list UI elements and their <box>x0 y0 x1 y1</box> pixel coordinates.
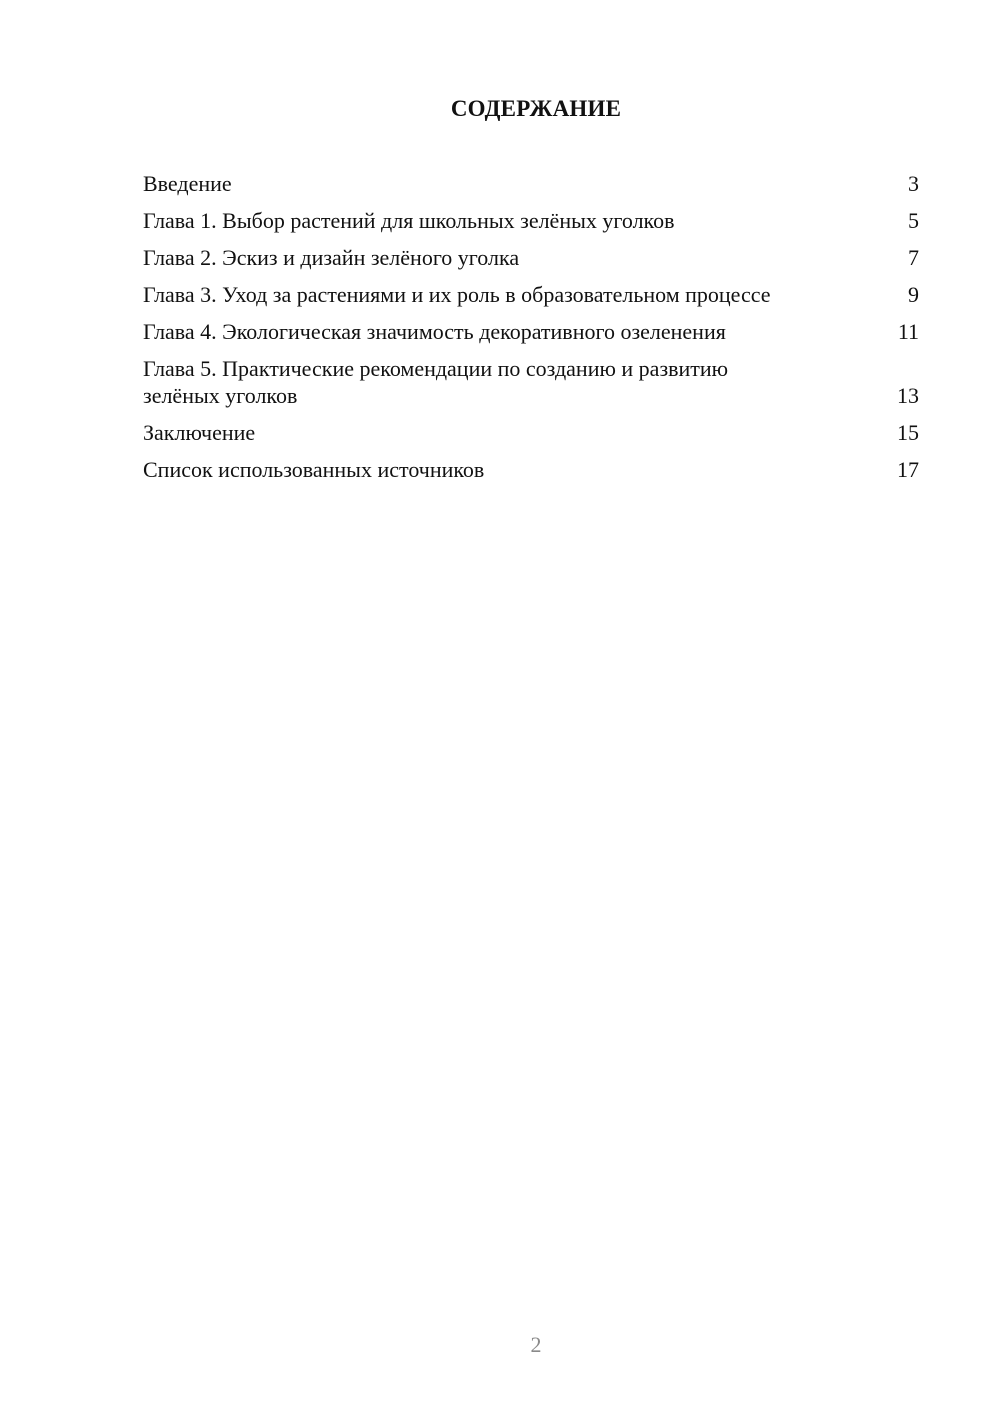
toc-entry-page-number: 17 <box>897 457 919 482</box>
toc-entry-page-number: 3 <box>908 171 919 196</box>
toc-entry-label: Список использованных источников <box>143 457 485 482</box>
toc-entry-label: Введение <box>143 171 232 196</box>
toc-entry-chapter-5 <box>143 355 919 409</box>
toc-entry-chapter-2 <box>143 244 919 271</box>
toc-entry-label: Глава 4. Экологическая значимость декоративного озеленения <box>143 319 726 344</box>
page-number: 2 <box>530 1332 542 1357</box>
toc-entry-page-number: 13 <box>897 383 919 408</box>
toc-entry-page-number: 15 <box>897 420 919 445</box>
toc-entry-introduction <box>143 170 919 197</box>
page-title: СОДЕРЖАНИЕ <box>450 96 622 121</box>
toc-entry-page-number: 7 <box>908 245 919 270</box>
toc-entry-references <box>143 456 919 483</box>
table-of-contents <box>143 170 919 493</box>
toc-entry-page-number: 11 <box>897 319 919 344</box>
toc-entry-label: Глава 1. Выбор растений для школьных зелёных уголков <box>143 208 675 233</box>
toc-entry-label: Глава 5. Практические рекомендации по созданию и развитию зелёных уголков <box>143 356 729 408</box>
toc-entry-conclusion <box>143 419 919 446</box>
toc-entry-page-number: 9 <box>908 282 919 307</box>
toc-entry-chapter-3 <box>143 281 919 308</box>
toc-entry-chapter-1 <box>143 207 919 234</box>
toc-entry-label: Заключение <box>143 420 256 445</box>
toc-entry-page-number: 5 <box>908 208 919 233</box>
toc-entry-label: Глава 2. Эскиз и дизайн зелёного уголка <box>143 245 520 270</box>
toc-entry-chapter-4 <box>143 318 919 345</box>
toc-entry-label: Глава 3. Уход за растениями и их роль в образовательном процессе <box>143 282 771 307</box>
